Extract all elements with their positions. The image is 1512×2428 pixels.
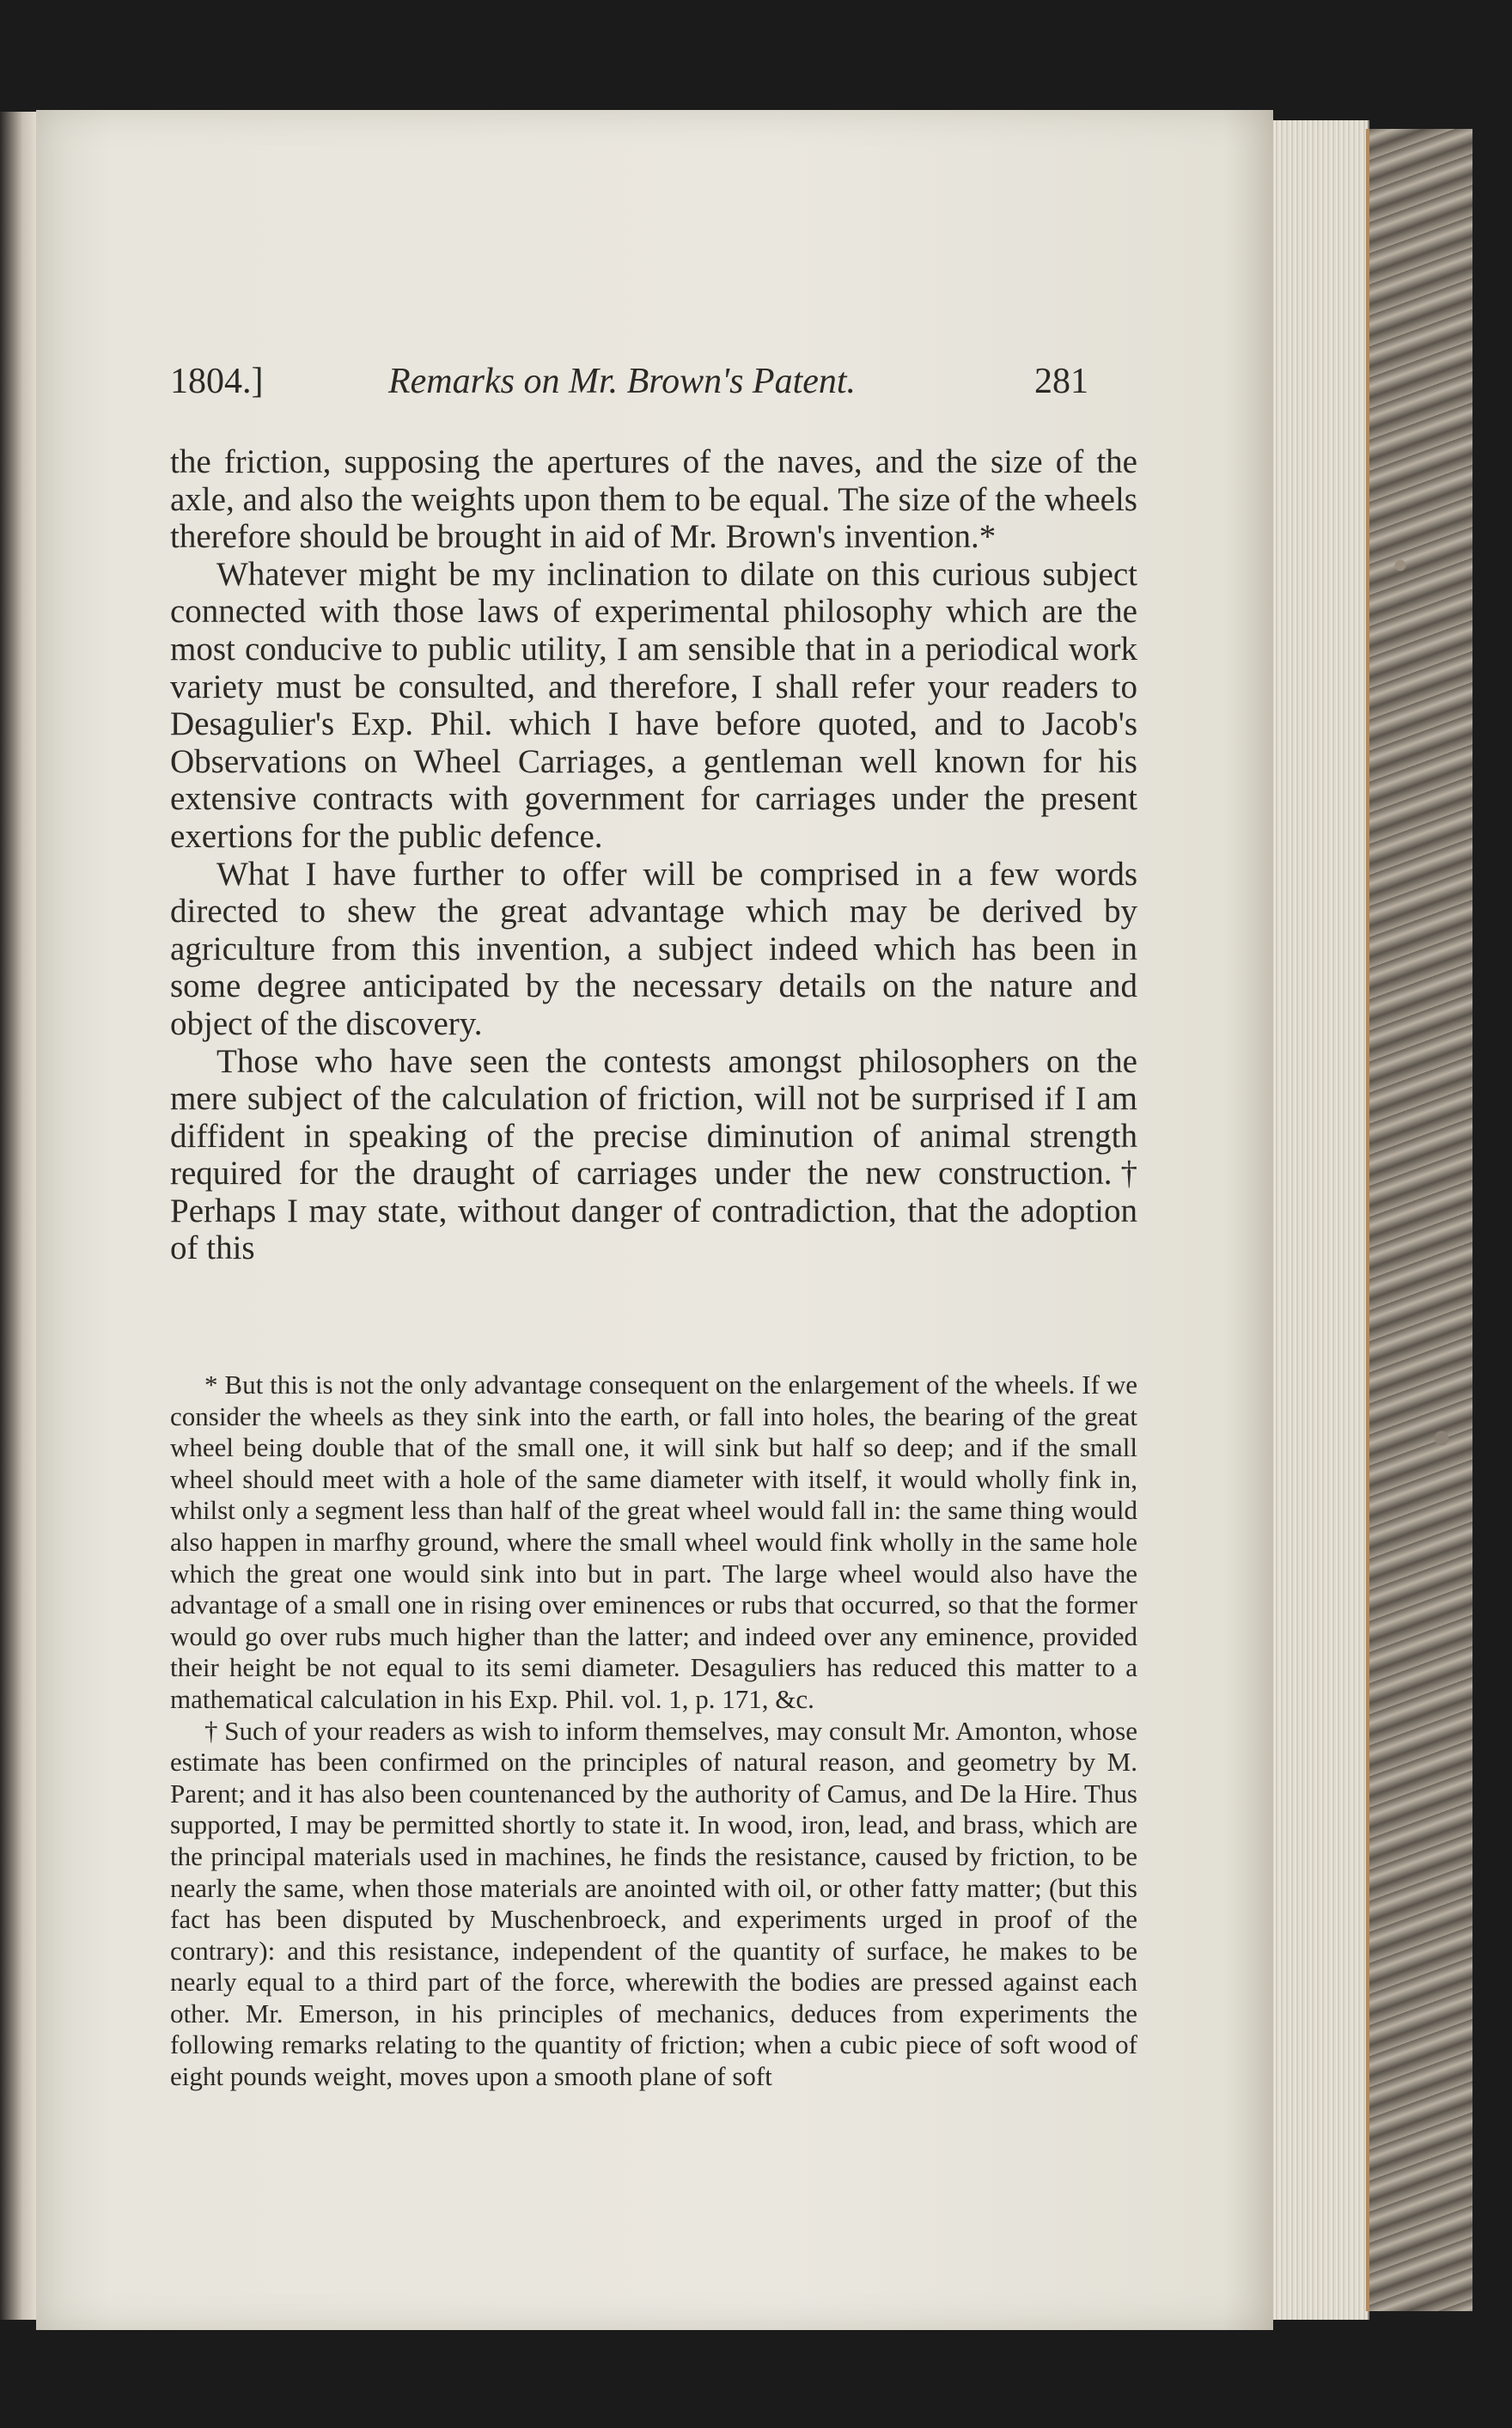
left-page-edge <box>0 112 38 2320</box>
book-cover-edge <box>1366 129 1472 2311</box>
paragraph: Those who have seen the contests amongst philosophers on the mere subject of the calculation of friction, will not be surprised if I am diffident in speaking of the precise diminution of animal strength required for the draught of carriages under the new construction.† Perhaps I may state, without danger of contradiction, that the adoption of this <box>170 1042 1137 1267</box>
page <box>36 110 1273 2330</box>
paragraph: Whatever might be my inclination to dilate on this curious subject connected with those laws of experimental philosophy which are the most conducive to public utility, I am sensible that in a periodical work variety must be consulted, and therefore, I shall refer your readers to Desagulier's Exp. Phil. which I have before quoted, and to Jacob's Observations on Wheel Carriages, a gentleman well known for his extensive contracts with government for carriages under the present exertions for the public defence. <box>170 555 1137 855</box>
footnotes <box>170 1370 1137 2093</box>
body-text <box>170 443 1137 1267</box>
page-number: 281 <box>1034 362 1088 401</box>
paragraph: the friction, supposing the apertures of the naves, and the size of the axle, and also the weights upon them to be equal. The size of the wheels therefore should be brought in aid of Mr. Brown's invention.* <box>170 443 1137 556</box>
paragraph: What I have further to offer will be comprised in a few words directed to shew the great advantage which may be derived by agriculture from this invention, a subject indeed which has been in some degree anticipated by the necessary details on the nature and object of the discovery. <box>170 855 1137 1042</box>
footnote: † Such of your readers as wish to inform themselves, may consult Mr. Amonton, whose estimate has been confirmed on the principles of natural reason, and geometry by M. Parent; and it has also been countenanced by the authority of Camus, and De la Hire. Thus supported, I may be permitted shortly to state it. In wood, iron, lead, and brass, which are the principal materials used in machines, he finds the resistance, caused by friction, to be nearly the same, when those materials are anointed with oil, or other fatty matter; (but this fact has been disputed by Muschenbroeck, and experiments urged in proof of the contrary): and this resistance, independent of the quantity of surface, he makes to be nearly equal to a third part of the force, wherewith the bodies are pressed against each other. Mr. Emerson, in his principles of mechanics, deduces from experiments the following remarks relating to the quantity of friction; when a cubic piece of soft wood of eight pounds weight, moves upon a smooth plane of soft <box>170 1715 1137 2092</box>
header-year: 1804.] <box>170 362 264 401</box>
running-header <box>129 361 1143 412</box>
header-title: Remarks on Mr. Brown's Patent. <box>388 362 857 401</box>
footnote: * But this is not the only advantage consequent on the enlargement of the wheels. If we consider the wheels as they sink into the earth, or fall into holes, the bearing of the great wheel being double that of the small one, it will sink but half so deep; and if the small wheel should meet with a hole of the same diameter with itself, it would wholly fink in, whilst only a segment less than half of the great wheel would fall in: the same thing would also happen in marfhy ground, where the small wheel would fink wholly in the same hole which the great one would sink into but in part. The large wheel would also have the advantage of a small one in rising over eminences or rubs that occurred, so that the former would go over rubs much higher than the latter; and indeed over any eminence, provided their height be not equal to its semi diameter. Desaguliers has reduced this matter to a mathematical calculation in his Exp. Phil. vol. 1, p. 171, &c. <box>170 1370 1137 1714</box>
page-block-edge <box>1273 120 1369 2320</box>
